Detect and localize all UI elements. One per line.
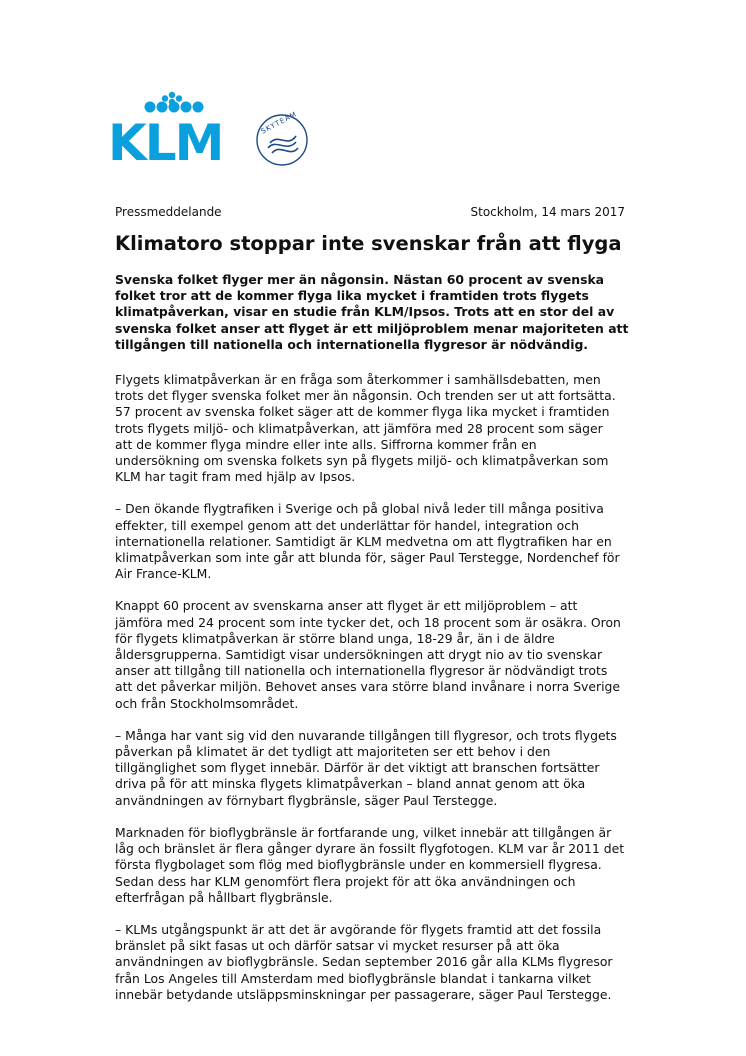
- text-line: internationella relationer. Samtidigt är KLM medvetna om att flygtrafiken har en: [115, 533, 612, 549]
- paragraph-6: [115, 922, 635, 1003]
- page-title: Klimatoro stoppar inte svenskar från att flyga: [115, 232, 622, 255]
- text-line: Flygets klimatpåverkan är en fråga som återkommer i samhällsdebatten, men: [115, 372, 601, 388]
- text-line: effekter, till exempel genom att det underlättar för handel, integration och: [115, 517, 579, 533]
- paragraph-3: [115, 598, 635, 711]
- text-line: tillgänglighet som flyget innebär. Därför är det viktigt att branschen fortsätter: [115, 760, 600, 776]
- text-line: undersökning om svenska folkets syn på flygets miljö- och klimatpåverkan som: [115, 453, 609, 469]
- text-line: 57 procent av svenska folket säger att de kommer flyga lika mycket i framtiden: [115, 404, 610, 420]
- text-line: klimatpåverkan som inte går att blunda för, säger Paul Terstegge, Nordenchef för: [115, 550, 620, 566]
- text-line: att det påverkar miljön. Behovet anses vara större bland invånare i norra Sverige: [115, 679, 621, 695]
- text-line: Svenska folket flyger mer än någonsin. Nästan 60 procent av svenska: [115, 272, 605, 287]
- skyteam-logo: [257, 110, 307, 165]
- text-line: tillgången till nationella och internationella flygresor är nödvändig.: [115, 336, 589, 352]
- header-logos: [110, 88, 320, 183]
- text-line: Knappt 60 procent av svenskarna anser att flyget är ett miljöproblem – att: [115, 598, 578, 614]
- text-line: och från Stockholmsområdet.: [115, 695, 299, 711]
- text-line: driva på för att minska flygets klimatpåverkan – bland annat genom att öka: [115, 776, 586, 792]
- text-line: efterfrågan på hållbart flygbränsle.: [115, 889, 333, 905]
- text-line: för flygets klimatpåverkan är större bland unga, 18-29 år, än i de äldre: [115, 630, 555, 646]
- text-line: klimatpåverkan, visar en studie från KLM/Ipsos. Trots att en stor del av: [115, 304, 615, 320]
- text-line: folket tror att de kommer flyga lika mycket i framtiden trots flygets: [115, 288, 589, 304]
- text-line: bränslet på sikt fasas ut och därför satsar vi mycket resurser på att öka: [115, 938, 560, 954]
- text-line: Marknaden för bioflygbränsle är fortfarande ung, vilket innebär att tillgången är: [115, 824, 612, 840]
- crown-icon: [145, 92, 204, 113]
- klm-logo: [110, 88, 320, 183]
- text-line: låg och bränslet är flera gånger dyrare än fossilt flygfotogen. KLM var år 2011 det: [115, 841, 625, 857]
- paragraph-1: [115, 372, 635, 485]
- text-line: KLM har tagit fram med hjälp av Ipsos.: [115, 469, 356, 485]
- text-line: trots det flyger svenska folket mer än någonsin. Och trenden ser ut att fortsätta.: [115, 388, 616, 404]
- text-line: Sedan dess har KLM genomfört flera projekt för att öka användningen och: [115, 873, 576, 889]
- text-line: trots flygets miljö- och klimatpåverkan, att jämföra med 28 procent som säger: [115, 420, 603, 436]
- text-line: användningen av bioflygbränsle. Sedan september 2016 går alla KLMs flygresor: [115, 954, 613, 970]
- skyteam-text: SKYTEAM: [259, 109, 299, 136]
- paragraph-5: [115, 825, 635, 906]
- text-line: påverkan på klimatet är det tydligt att majoriteten ser ett behov i den: [115, 744, 551, 760]
- text-line: att de kommer flyga mindre eller inte alls. Siffrorna kommer från en: [115, 436, 537, 452]
- paragraph-2: [115, 501, 635, 582]
- paragraph-4: [115, 728, 635, 809]
- text-line: första flygbolaget som flög med bioflygbränsle under en kommersiell flygresa.: [115, 857, 602, 873]
- text-line: användningen av förnybart flygbränsle, säger Paul Terstegge.: [115, 792, 498, 808]
- place-date: Stockholm, 14 mars 2017: [470, 205, 625, 219]
- article-body: [115, 272, 635, 1019]
- text-line: jämföra med 24 procent som inte tycker det, och 18 procent som är osäkra. Oron: [115, 614, 621, 630]
- document-meta: [115, 205, 625, 220]
- text-line: – Många har vant sig vid den nuvarande tillgången till flygresor, och trots flygets: [115, 727, 617, 743]
- text-line: anser att tillgång till nationella och internationella flygresor är nödvändigt trots: [115, 663, 608, 679]
- klm-wordmark: KLM: [110, 114, 223, 172]
- text-line: svenska folket anser att flyget är ett miljöproblem menar majoriteten att: [115, 320, 629, 336]
- text-line: – KLMs utgångspunkt är att det är avgörande för flygets framtid att det fossila: [115, 921, 602, 937]
- document-type: Pressmeddelande: [115, 205, 222, 219]
- text-line: innebär betydande utsläppsminskningar per passagerare, säger Paul Terstegge.: [115, 986, 612, 1002]
- text-line: – Den ökande flygtrafiken i Sverige och på global nivå leder till många positiva: [115, 501, 604, 517]
- lead-paragraph: [115, 272, 635, 353]
- text-line: Air France-KLM.: [115, 566, 212, 582]
- text-line: åldersgrupperna. Samtidigt visar undersökningen att drygt nio av tio svenskar: [115, 647, 603, 663]
- text-line: från Los Angeles till Amsterdam med bioflygbränsle blandat i tankarna vilket: [115, 970, 591, 986]
